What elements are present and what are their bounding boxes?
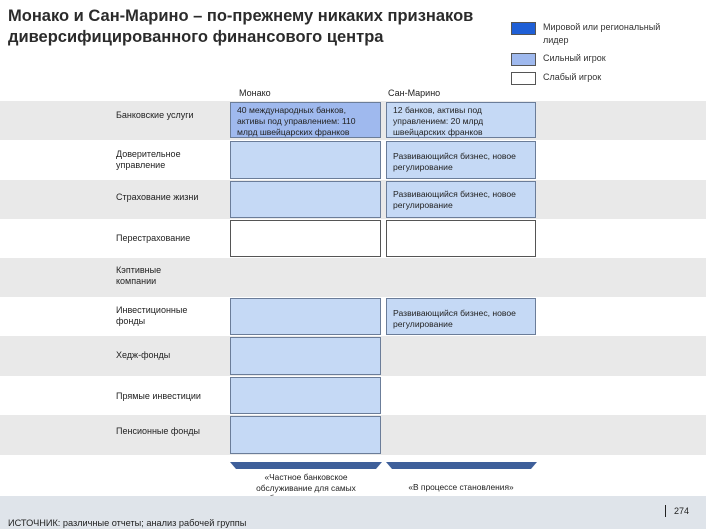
row-label-pension-funds: Пенсионные фонды — [116, 426, 200, 436]
monaco-conclusion-arrow — [230, 462, 382, 470]
sanmarino-conclusion-text: «В процессе становления» — [408, 482, 514, 492]
row-label-private-equity: Прямые инвестиции — [116, 391, 201, 401]
cell-sanmarino-life-insurance: Развивающийся бизнес, новое регулирование — [386, 181, 536, 218]
column-header-monaco: Монако — [239, 88, 271, 98]
page-number: 274 — [665, 505, 689, 517]
legend-swatch-strong — [511, 53, 536, 66]
cell-sanmarino-trust: Развивающийся бизнес, новое регулирование — [386, 141, 536, 179]
cell-monaco-reinsurance — [230, 220, 381, 257]
row-band — [0, 258, 706, 297]
cell-monaco-pension-funds — [230, 416, 381, 454]
cell-sanmarino-reinsurance — [386, 220, 536, 257]
column-header-sanmarino: Сан-Марино — [388, 88, 441, 98]
legend-label-leader: Мировой или региональный лидер — [543, 22, 661, 45]
cell-monaco-hedge-funds — [230, 337, 381, 375]
cell-monaco-investment-funds — [230, 298, 381, 335]
row-label-banking: Банковские услуги — [116, 110, 194, 120]
row-label-investment-funds: Инвестиционные фонды — [116, 305, 188, 326]
row-label-trust: Доверительное управление — [116, 149, 181, 170]
cell-monaco-life-insurance — [230, 181, 381, 218]
row-label-captives: Кэптивные компании — [116, 265, 162, 286]
row-label-hedge-funds: Хедж-фонды — [116, 350, 171, 360]
legend-label-weak: Слабый игрок — [543, 72, 602, 82]
source-note: ИСТОЧНИК: различные отчеты; анализ рабочей группы — [8, 518, 247, 528]
cell-monaco-private-equity — [230, 377, 381, 414]
legend-swatch-weak — [511, 72, 536, 85]
cell-monaco-trust — [230, 141, 381, 179]
sanmarino-conclusion-arrow — [386, 462, 537, 470]
legend-swatch-leader — [511, 22, 536, 35]
cell-sanmarino-banking: 12 банков, активы под управлением: 20 млрд швейцарских франков — [386, 102, 536, 138]
legend-item-leader — [511, 22, 661, 45]
cell-monaco-banking: 40 международных банков, активы под управлением: 110 млрд швейцарских франков — [230, 102, 381, 138]
row-label-life-insurance: Страхование жизни — [116, 192, 199, 202]
legend-item-strong — [511, 53, 606, 66]
page-title: Монако и Сан-Марино – по-прежнему никаких признаков диверсифицированного финансового центра — [8, 7, 474, 46]
legend-item-weak — [511, 72, 602, 85]
row-label-reinsurance: Перестрахование — [116, 233, 191, 243]
legend-label-strong: Сильный игрок — [543, 53, 606, 63]
cell-sanmarino-investment-funds: Развивающийся бизнес, новое регулирование — [386, 298, 536, 335]
monaco-conclusion-text: «Частное банковское обслуживание для самых — [256, 472, 356, 493]
